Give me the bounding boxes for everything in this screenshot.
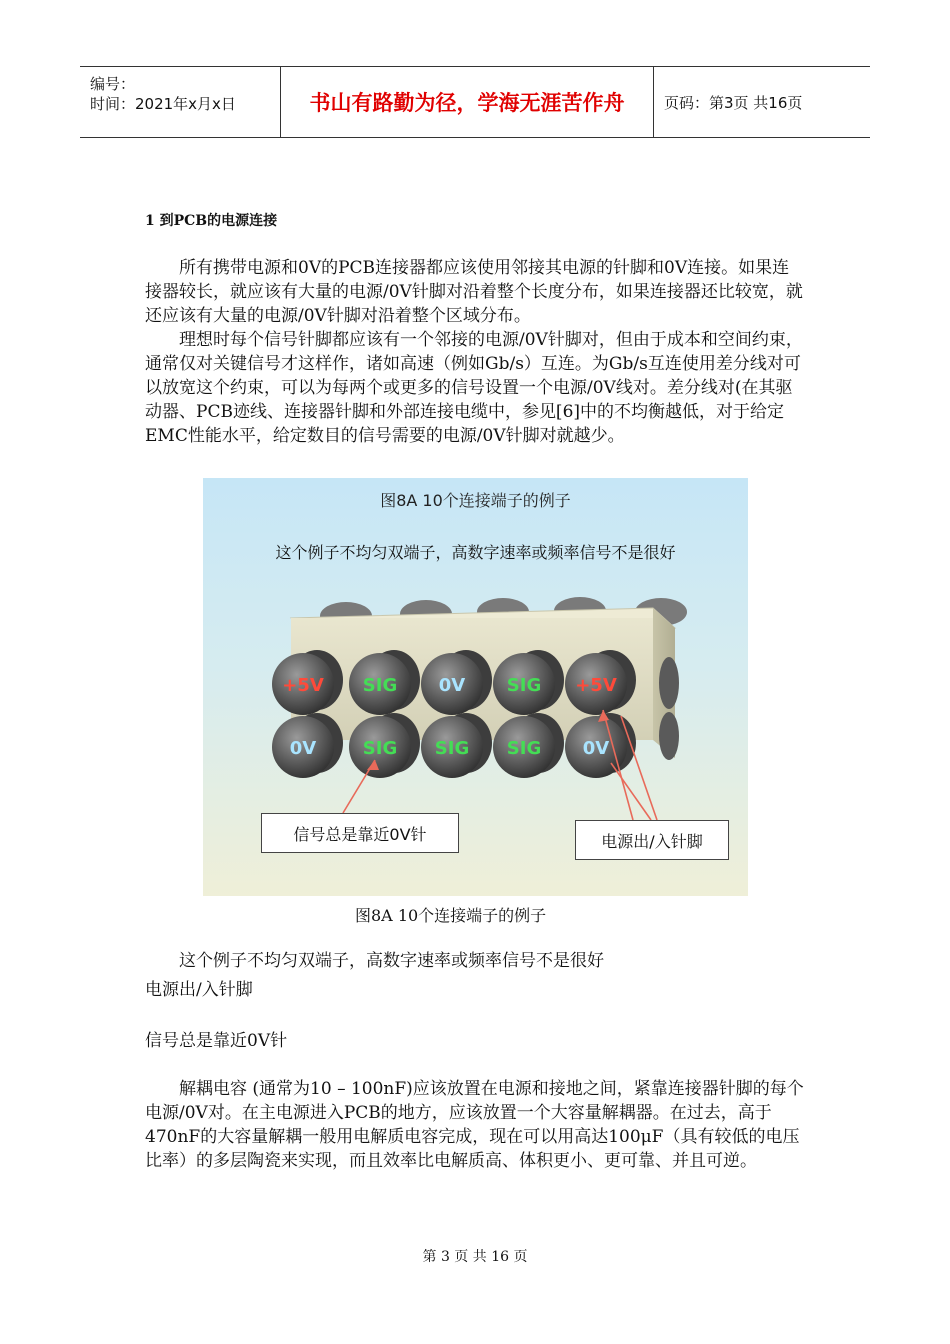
- paragraph-5: 解耦电容 (通常为10 – 100nF)应该放置在电源和接地之间，紧靠连接器针脚的每个电源/0V对。在主电源进入PCB的地方，应该放置一个大容量解耦器。在过去，高于470nF的大容量解耦一般用电解质电容完成，现在可以用高达100μF（具有较低的电压比率）的多层陶瓷来实现，而且效率比电解质高、体积更小、更可靠、并且可逆。: [145, 1079, 804, 1171]
- figure-caption: 图8A 10个连接端子的例子: [355, 906, 547, 925]
- pin-label: +5V: [282, 675, 324, 696]
- pin-label: SIG: [506, 738, 542, 759]
- pin-label: SIG: [506, 675, 542, 696]
- pin-label: SIG: [362, 675, 398, 696]
- pin-label: SIG: [434, 738, 470, 759]
- pin-label: 0V: [582, 738, 610, 759]
- figure-subtitle: 这个例子不均匀双端子，高数字速率或频率信号不是很好: [275, 543, 676, 562]
- pin-label: +5V: [575, 675, 617, 696]
- header-motto: 书山有路勤为径，学海无涯苦作舟: [280, 67, 654, 137]
- signal-pin-line: 信号总是靠近0V针: [145, 1031, 288, 1051]
- callout-signal: 信号总是靠近0V针: [261, 813, 459, 853]
- connector-figure: [203, 478, 748, 896]
- power-pin-line: 电源出/入针脚: [145, 980, 253, 1000]
- page-footer: 第 3 页 共 16 页: [422, 1249, 528, 1265]
- pin-label: 0V: [438, 675, 466, 696]
- number-label: 编号：: [90, 75, 136, 93]
- pin-label: SIG: [362, 738, 398, 759]
- paragraph-3: 这个例子不均匀双端子，高数字速率或频率信号不是很好: [179, 951, 604, 971]
- paragraph-1: 所有携带电源和0V的PCB连接器都应该使用邻接其电源的针脚和0V连接。如果连接器较长，就应该有大量的电源/0V针脚对沿着整个长度分布，如果连接器还比较宽，就还应该有大量的电源/0V针脚对沿着整个区域分布。: [145, 258, 803, 326]
- callout-power: 电源出/入针脚: [575, 820, 729, 860]
- figure-title: 图8A 10个连接端子的例子: [380, 491, 571, 510]
- page-header: [80, 66, 870, 138]
- header-page-info: 页码：第3页 共16页: [664, 93, 803, 112]
- paragraph-2: 理想时每个信号针脚都应该有一个邻接的电源/0V针脚对，但由于成本和空间约束，通常仅对关键信号才这样作，诸如高速（例如Gb/s）互连。为Gb/s互连使用差分线对可以放宽这个约束，可以为每两个或更多的信号设置一个电源/0V线对。差分线对(在其驱动器、PCB迹线、连接器针脚和外部连接电缆中，参见[6]中的不均衡越低，对于给定EMC性能水平，给定数目的信号需要的电源/0V针脚对就越少。: [145, 330, 803, 446]
- header-meta: [80, 67, 280, 137]
- section-title: 1 到PCB的电源连接: [145, 213, 278, 229]
- date-label: 时间：2021年x月x日: [90, 95, 236, 113]
- connector-pin: [272, 713, 343, 778]
- pin-label: 0V: [289, 738, 317, 759]
